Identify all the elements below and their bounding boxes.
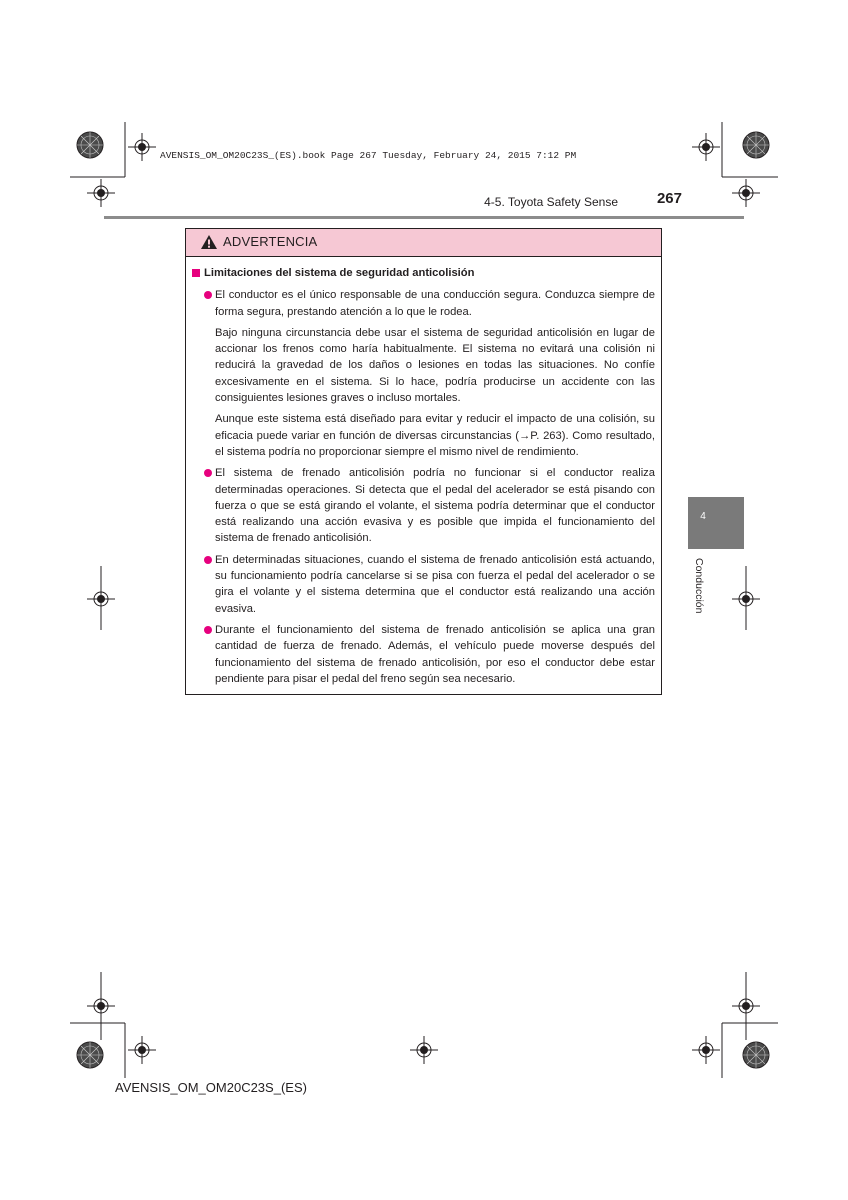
square-bullet-icon (192, 269, 200, 277)
subheading-text: Limitaciones del sistema de seguridad anticolisión (204, 267, 475, 279)
warning-body (186, 265, 661, 692)
footer-code: AVENSIS_OM_OM20C23S_(ES) (115, 1080, 307, 1095)
print-info-line: AVENSIS_OM_OM20C23S_(ES).book Page 267 Tuesday, February 24, 2015 7:12 PM (160, 150, 577, 161)
bullet-item (190, 552, 655, 617)
bullet-text: El sistema de frenado anticolisión podría no funcionar si el conductor realiza determinadas operaciones. Si detecta que el pedal del acelerador se está pisando con fuerza o que se está girando el volante, el sistema podría determinar que el conductor está realizando una acción evasiva y es posible que impida el funcionamiento del sistema de frenado anticolisión. (215, 467, 655, 545)
bullet-item (190, 465, 655, 546)
bullet-item (190, 622, 655, 687)
header-rule (104, 216, 744, 219)
paragraph: Aunque este sistema está diseñado para evitar y reducir el impacto de una colisión, su eficacia puede variar en función de diversas circunstancias (→P. 263). Como resultado, el sistema podría no proporcionar siempre el mismo nivel de rendimiento. (215, 413, 655, 458)
section-title: 4-5. Toyota Safety Sense (484, 195, 618, 209)
bullet-text: Durante el funcionamiento del sistema de frenado anticolisión se aplica una gran cantidad de fuerza de frenado. Además, el vehículo puede moverse después del funcionamiento del sistema de frenado anticolisión, por eso el conductor debe estar pendiente para pisar el pedal del freno según sea necesario. (215, 623, 655, 685)
warning-title: ADVERTENCIA (223, 234, 318, 249)
bullet-text: El conductor es el único responsable de una conducción segura. Conduzca siempre de forma segura, prestando atención a lo que le rodea. (215, 289, 655, 318)
bullet-dot-icon (204, 469, 212, 477)
bullet-text: En determinadas situaciones, cuando el sistema de frenado anticolisión está actuando, su funcionamiento podría cancelarse si se pisa con fuerza el pedal del acelerador o se gira el volante y el sistema determina que el conductor está realizando una acción evasiva. (215, 553, 655, 615)
bullet-dot-icon (204, 626, 212, 634)
paragraph: Bajo ninguna circunstancia debe usar el sistema de seguridad anticolisión en lugar de accionar los frenos como haría habitualmente. El sistema no evitará una colisión ni reducirá la gravedad de los daños o lesiones en todas las situaciones. No confíe excesivamente en el sistema. Si lo hace, podría producirse un accidente con las consiguientes lesiones graves o incluso mortales. (215, 326, 655, 405)
chapter-name: Conducción (693, 558, 705, 614)
bullet-item (190, 287, 655, 320)
warning-subheading (190, 265, 655, 281)
warning-box (185, 228, 662, 695)
warning-header (186, 229, 661, 257)
bullet-dot-icon (204, 556, 212, 564)
chapter-tab (688, 497, 744, 549)
bullet-dot-icon (204, 291, 212, 299)
page-number: 267 (656, 190, 682, 207)
warning-triangle-icon (200, 234, 218, 250)
chapter-number: 4 (700, 511, 706, 522)
